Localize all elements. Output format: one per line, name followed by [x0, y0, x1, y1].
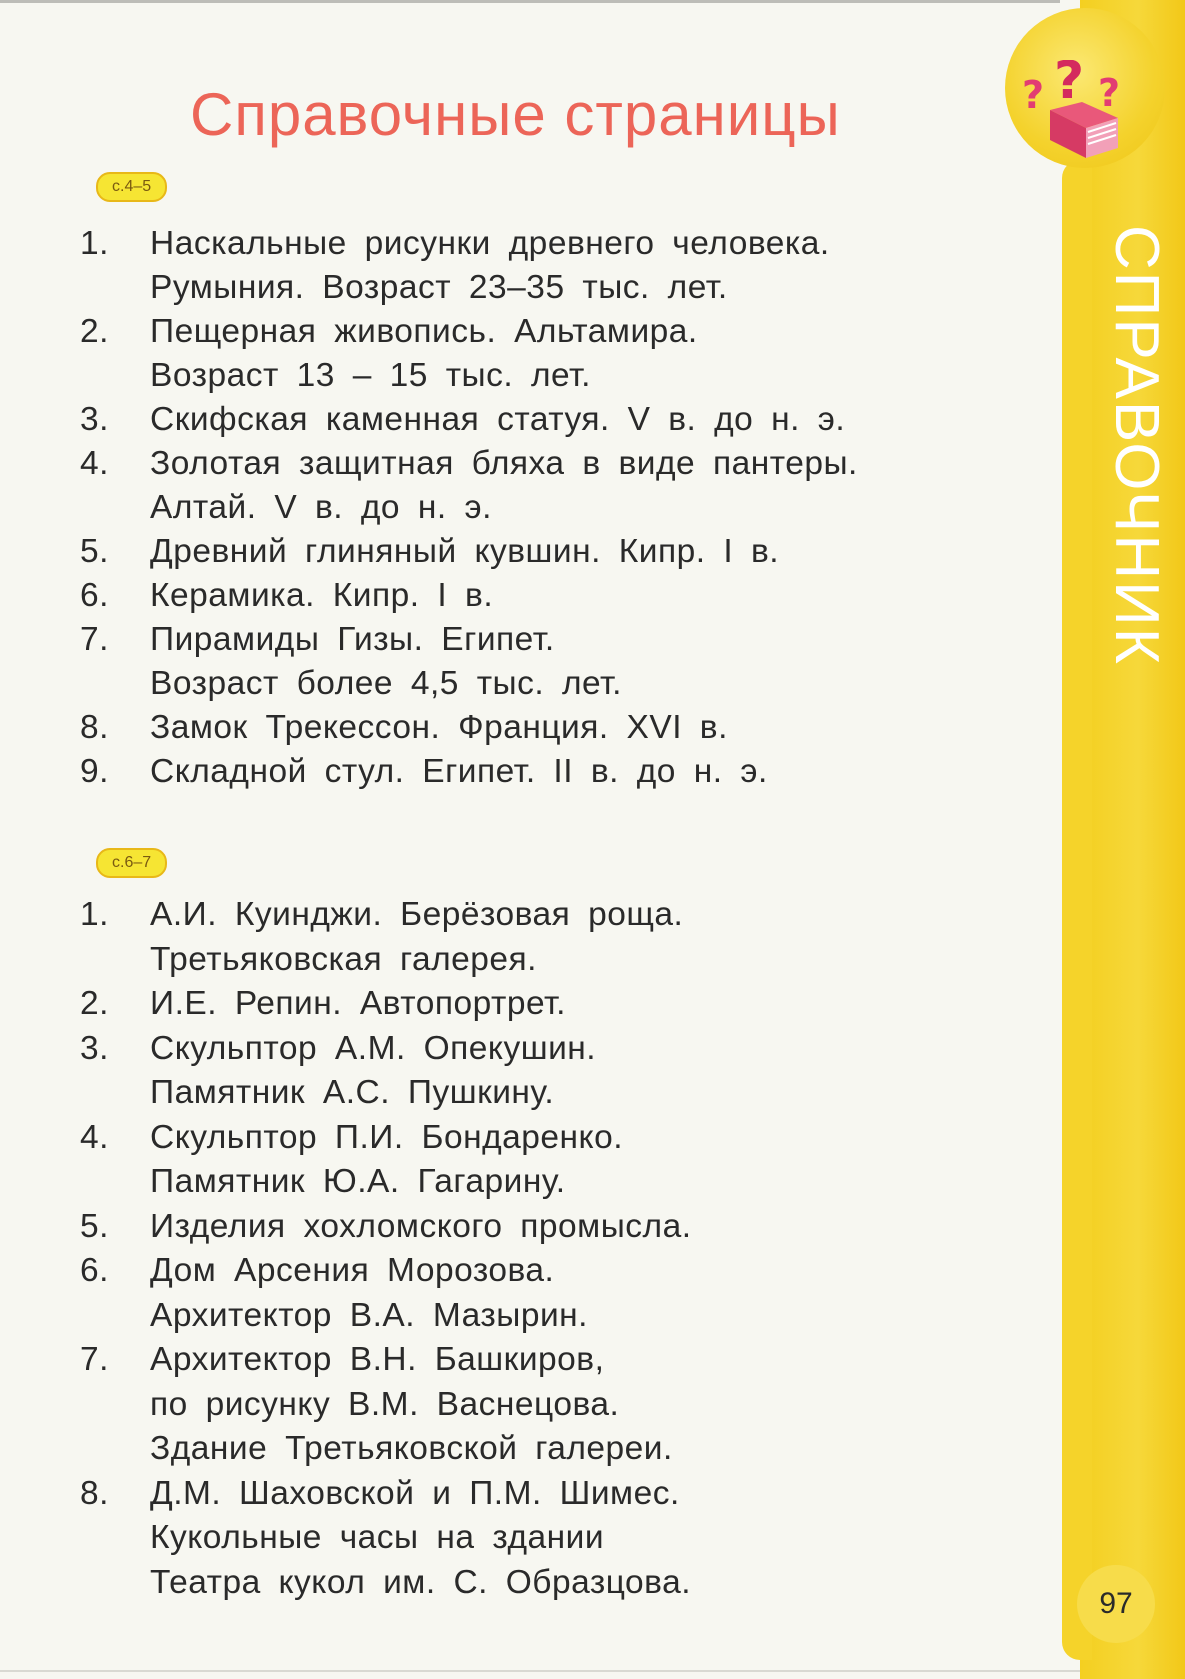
item-line: Скульптор А.М. Опекушин.	[150, 1029, 597, 1067]
item-number: 3.	[80, 401, 109, 438]
side-tab-edge	[1062, 160, 1092, 1660]
item-line: Архитектор В.Н. Башкиров,	[150, 1341, 605, 1378]
item-line: И.Е. Репин. Автопортрет.	[150, 985, 566, 1022]
reference-list	[80, 893, 1040, 1605]
item-number: 4.	[80, 1118, 109, 1156]
item-number: 6.	[80, 1252, 109, 1289]
item-line: Д.М. Шаховской и П.М. Шимес.	[150, 1474, 680, 1512]
list-item	[80, 1027, 1040, 1116]
list-item	[80, 893, 1040, 982]
svg-text:?: ?	[1022, 73, 1045, 117]
item-line: Возраст 13 – 15 тыс. лет.	[150, 357, 591, 394]
item-line: А.И. Куинджи. Берёзовая роща.	[150, 896, 684, 933]
item-line: Третьяковская галерея.	[150, 940, 537, 978]
item-line: Замок Трекессон. Франция. XVI в.	[150, 709, 728, 746]
item-line: Наскальные рисунки древнего человека.	[150, 225, 830, 262]
list-item	[80, 530, 1040, 574]
svg-text:?: ?	[1054, 60, 1085, 111]
question-marks-book-icon	[1020, 60, 1140, 170]
list-item	[80, 1472, 1040, 1606]
item-number: 1.	[80, 896, 109, 933]
item-line: Румыния. Возраст 23–35 тыс. лет.	[150, 269, 728, 306]
item-line: Кукольные часы на здании	[150, 1519, 605, 1556]
item-number: 2.	[80, 313, 109, 350]
item-line: Памятник А.С. Пушкину.	[150, 1074, 555, 1111]
list-item	[80, 222, 1040, 310]
item-line: Алтай. V в. до н. э.	[150, 489, 492, 526]
item-line: Пирамиды Гизы. Египет.	[150, 621, 555, 658]
item-number: 7.	[80, 1341, 109, 1378]
item-number: 1.	[80, 225, 109, 262]
svg-text:?: ?	[1098, 71, 1121, 115]
item-line: Скульптор П.И. Бондаренко.	[150, 1118, 624, 1156]
list-item	[80, 1338, 1040, 1472]
item-number: 3.	[80, 1029, 109, 1067]
item-line: Скифская каменная статуя. V в. до н. э.	[150, 401, 846, 438]
item-number: 5.	[80, 1207, 109, 1245]
item-line: Дом Арсения Морозова.	[150, 1252, 555, 1289]
page-range-badge: с.4–5	[96, 172, 167, 202]
list-item	[80, 750, 1040, 794]
item-line: Пещерная живопись. Альтамира.	[150, 313, 698, 350]
item-line: Архитектор В.А. Мазырин.	[150, 1296, 588, 1334]
side-tab-label: СПРАВОЧНИК	[1102, 225, 1171, 666]
list-item	[80, 310, 1040, 398]
item-line: Памятник Ю.А. Гагарину.	[150, 1163, 566, 1200]
item-number: 6.	[80, 577, 109, 614]
question-mark-icons	[1022, 60, 1120, 117]
list-item	[80, 618, 1040, 706]
item-number: 2.	[80, 985, 109, 1022]
list-item	[80, 574, 1040, 618]
list-item	[80, 706, 1040, 750]
list-item	[80, 1249, 1040, 1338]
page-number: 97	[1099, 1587, 1133, 1620]
item-line: Здание Третьяковской галереи.	[150, 1430, 673, 1467]
list-item	[80, 398, 1040, 442]
item-number: 4.	[80, 445, 109, 482]
item-line: Театра кукол им. С. Образцова.	[150, 1563, 692, 1601]
list-item	[80, 442, 1040, 530]
item-line: Изделия хохломского промысла.	[150, 1207, 692, 1245]
item-line: Золотая защитная бляха в виде пантеры.	[150, 445, 858, 482]
page-title: Справочные страницы	[190, 81, 841, 148]
bottom-rule	[0, 1670, 1080, 1672]
item-line: Древний глиняный кувшин. Кипр. I в.	[150, 533, 780, 570]
item-line: по рисунку В.М. Васнецова.	[150, 1385, 620, 1423]
item-line: Возраст более 4,5 тыс. лет.	[150, 665, 622, 702]
list-item	[80, 1116, 1040, 1205]
item-number: 7.	[80, 621, 109, 658]
item-number: 8.	[80, 1474, 109, 1512]
item-number: 9.	[80, 753, 109, 790]
item-number: 5.	[80, 533, 109, 570]
top-rule	[0, 0, 1060, 3]
list-item	[80, 982, 1040, 1027]
list-item	[80, 1205, 1040, 1250]
item-line: Складной стул. Египет. II в. до н. э.	[150, 753, 768, 790]
reference-list	[80, 222, 1040, 794]
page-range-badge: с.6–7	[96, 848, 167, 878]
item-line: Керамика. Кипр. I в.	[150, 577, 494, 614]
item-number: 8.	[80, 709, 109, 746]
